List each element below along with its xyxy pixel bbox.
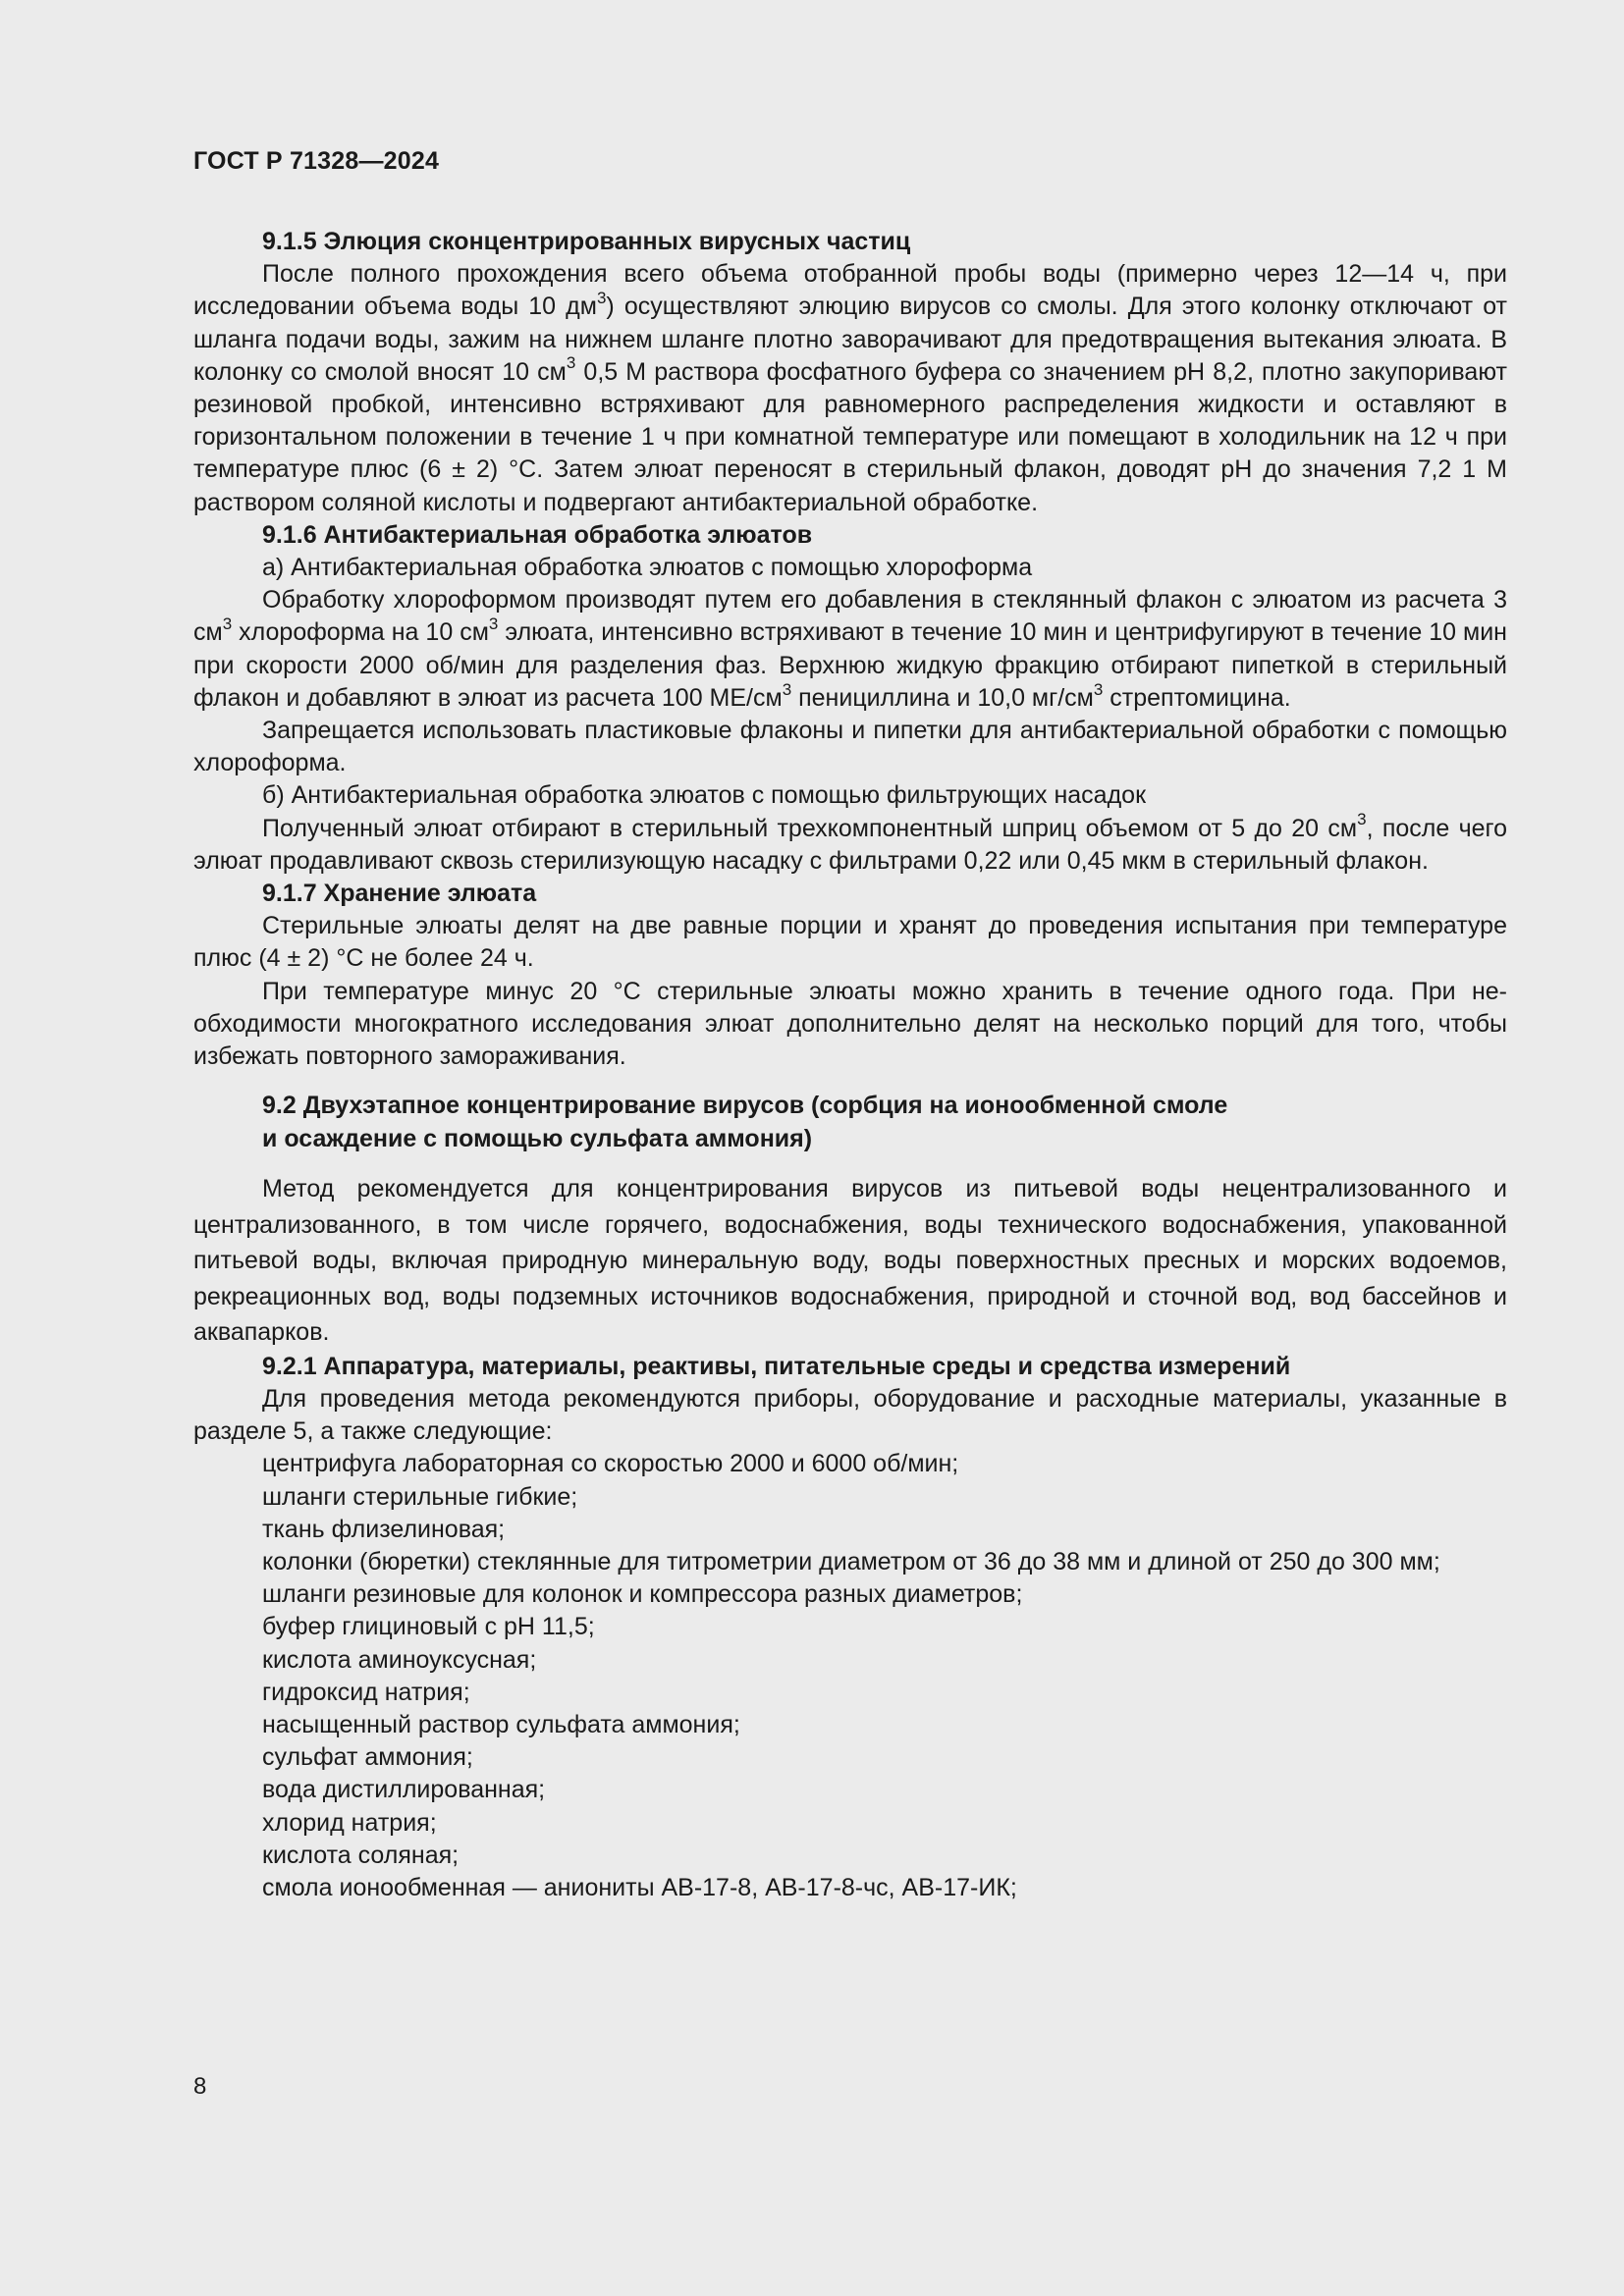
section-9-2-paragraph: Метод рекомендуется для концентрирования вирусов из питьевой воды нецентрализованного и централизованного, в том числе горячего, водоснабжения, воды технического водоснабжения, упакованной питьевой воды, включая природную минеральную воду, воды поверхностных пресных и морских водоемов, рекреационных вод, воды подземных источников водоснабжения, природной и сточной вод, вод бассейнов и аквапарков. [193,1175,1507,1347]
list-item: буфер глициновый с рН 11,5; [262,1613,595,1641]
list-item: насыщенный раствор сульфата аммония; [262,1711,740,1739]
list-item: колонки (бюретки) стеклянные для титрометрии диаметром от 36 до 38 мм и длиной от 250 до 300 мм; [262,1548,1440,1575]
list-item: кислота соляная; [262,1841,460,1869]
subsection-a-paragraph-1: Обработку хлороформом производят путем его добавления в стеклянный флакон с элюатом из расчета 3 $см^3$ хлороформа на 10 $см^3$ элюата, интенсивно встряхивают в течение 10 мин и центрифугируют в течение 10 мин при скорости 2000 об/мин для разделения фаз. Верхнюю жидкую фракцию отбирают пипеткой в стерильный флакон и добавляют в элюат из расчета 100 $МЕ/см^3$ пенициллина и 10,0 $мг/см^3$ стрептомицина. [193,586,1507,712]
document-code-header: ГОСТ Р 71328—2024 [193,147,440,175]
section-9-1-6-title: 9.1.6 Антибактериальная обработка элюатов [262,520,813,549]
subsection-b-paragraph: Полученный элюат отбирают в стерильный трехкомпонентный шприц объемом от 5 до 20 $см^3$, после чего элюат продавливают сквозь стерилизующую насадку с фильтрами 0,22 или 0,45 мкм в стерильный флакон. [193,810,1507,875]
list-item: гидроксид натрия; [262,1678,470,1706]
section-9-1-7-paragraph-2: При температуре минус 20 °С стерильные элюаты можно хранить в течение одного года. При необходимости многократного исследования элюат дополнительно делят на несколько порций для того, чтобы избежать повторного замораживания. [193,977,1507,1071]
list-item: сульфат аммония; [262,1743,473,1772]
list-item: кислота аминоуксусная; [262,1645,537,1674]
page-number: 8 [193,2073,207,2100]
list-item: шланги резиновые для колонок и компрессора разных диаметров; [262,1580,1023,1609]
list-item: смола ионообменная — аниониты АВ-17-8, АВ-17-8-чс, АВ-17-ИК; [262,1874,1017,1902]
list-item: хлорид натрия; [262,1808,437,1837]
section-9-1-7-title: 9.1.7 Хранение элюата [262,880,537,908]
section-9-1-5-paragraph: После полного прохождения всего объема отобранной пробы воды (примерно через 12—14 ч, при исследовании объема воды 10 $дм^3$) осуществляют элюцию вирусов со смолы. Для этого колонку отключают от шланга подачи воды, зажим на нижнем шланге плотно заворачивают для предотвращения вытекания элюата. В колонку со смолой вносят 10 $см^3$ 0,5 М раствора фосфатного буфера со значением рН 8,2, плотно закупоривают резиновой пробкой, интенсивно встряхивают для равномерного распределения жидкости и оставляют в горизонтальном положении в течение 1 ч при комнатной температуре или помещают в холодильник на 12 ч при температуре плюс (6 ± 2) °С. Затем элюат переносят в стерильный флакон, доводят рН до значения 7,2 1 М раствором соляной кислоты и подвергают антибактериальной обработке. [193,260,1507,516]
section-9-2-title: 9.2 Двухэтапное концентрирование вирусов (сорбция на ионообменной смоле и осаждение с помощью сульфата аммония) [262,1092,1228,1153]
section-9-2-1-title: 9.2.1 Аппаратура, материалы, реактивы, питательные среды и средства измерений [262,1352,1291,1380]
subsection-a-paragraph-2: Запрещается использовать пластиковые флаконы и пипетки для антибактериальной обработки с помощью хлороформа. [193,717,1507,777]
list-item: ткань флизелиновая; [262,1515,506,1543]
list-item: центрифуга лабораторная со скоростью 2000 и 6000 об/мин; [262,1450,959,1478]
section-9-1-7-paragraph-1: Стерильные элюаты делят на две равные порции и хранят до проведения испытания при температуре плюс (4 ± 2) °С не более 24 ч. [193,912,1507,973]
section-9-1-5-title: 9.1.5 Элюция сконцентрированных вирусных частиц [262,228,911,255]
subsection-a-title: а) Антибактериальная обработка элюатов с помощью хлороформа [262,554,1033,582]
list-item: шланги стерильные гибкие; [262,1482,578,1511]
subsection-b-title: б) Антибактериальная обработка элюатов с помощью фильтрующих насадок [262,781,1146,810]
list-item: вода дистиллированная; [262,1776,546,1804]
section-9-2-1-paragraph: Для проведения метода рекомендуются приборы, оборудование и расходные материалы, указанные в разделе 5, а также следующие: [193,1384,1507,1446]
page-content [193,226,1507,1904]
